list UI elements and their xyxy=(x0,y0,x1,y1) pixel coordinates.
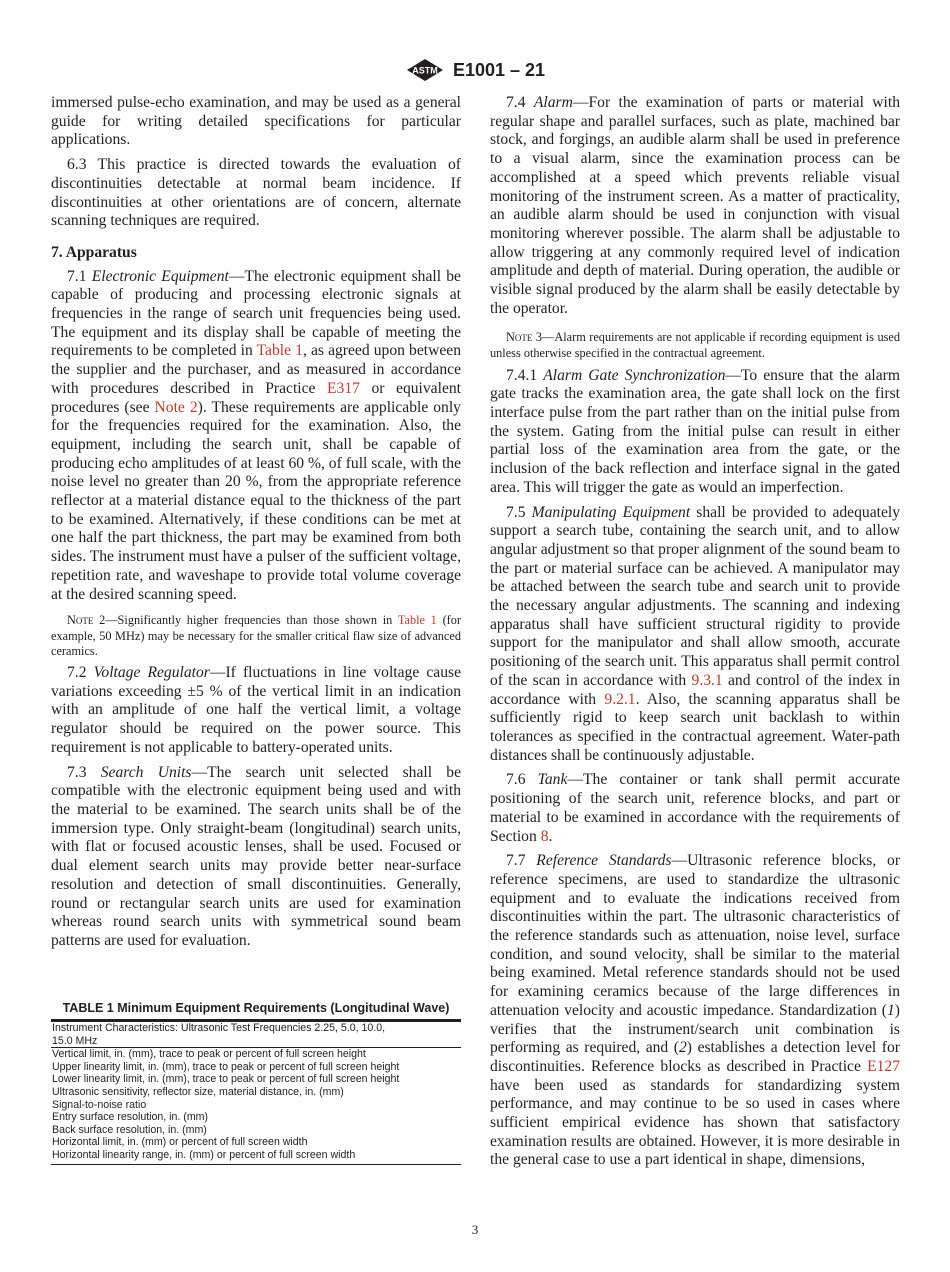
table-1-body xyxy=(51,1021,461,1165)
page-header xyxy=(0,56,950,84)
table-row xyxy=(51,1048,461,1061)
paragraph-continuation: immersed pulse-echo examination, and may be used as a general guide for writing detailed specifications for particular applications. xyxy=(51,94,461,149)
paragraph-text: —The container or tank shall permit accurate positioning of the search unit, reference blocks, and part or material to be examined in accordance with the requirements of Section xyxy=(490,771,900,845)
e127-link[interactable]: E127 xyxy=(867,1057,900,1075)
table-row xyxy=(51,1149,461,1164)
paragraph-number: 7.7 xyxy=(506,852,526,870)
paragraph-7-2 xyxy=(51,664,461,758)
paragraph-text: —If fluctuations in line voltage cause variations exceeding ±5 % of the vertical limit in an indication with an amplitude of one half the vertical limit, a voltage regulator should be required on the power source. This requirement is not applicable to battery-operated units. xyxy=(51,664,461,756)
table-cell: Horizontal linearity range, in. (mm) or percent of full screen width xyxy=(51,1149,461,1164)
page-number: 3 xyxy=(471,1222,479,1237)
paragraph-title: Voltage Regulator xyxy=(93,664,210,682)
table-row xyxy=(51,1136,461,1149)
table-row xyxy=(51,1124,461,1137)
paragraph-7-7 xyxy=(490,852,900,1170)
paragraph-text: . Also, the scanning apparatus shall be sufficiently rigid to keep search unit backlash to within tolerances as specified in the contractual agreement. Water-path distances shall be continuously adjustable. xyxy=(490,690,901,764)
note-text: 2—Significantly higher frequencies than those shown in xyxy=(93,613,398,628)
paragraph-number: 7.1 xyxy=(67,267,87,285)
paragraph-7-1 xyxy=(51,268,461,605)
table-row xyxy=(51,1061,461,1074)
paragraph-title: Manipulating Equipment xyxy=(531,503,691,521)
paragraph-7-5 xyxy=(490,504,900,766)
note-label: Note xyxy=(506,330,533,345)
paragraph-text: . xyxy=(548,827,553,845)
paragraph-number: 7.2 xyxy=(67,664,87,682)
paragraph-text: , as agreed upon between the supplier and the purchaser, and as measured in accordance with procedures described in Practice xyxy=(51,342,461,397)
paragraph-text: —Ultrasonic reference blocks, or reference specimens, are used to standardize the ultrasonic equipment and to evaluate the indications received from discontinuities within the part. The ultrasonic characteristics of the reference standards such as attenuation, noise level, surface condition, and sound velocity, shall be similar to the material being examined. Metal reference standards should not be used for examining ceramics because of the large differences in attenuation velocity and acoustic impedance. Standardization ( xyxy=(490,852,901,1019)
paragraph-title: Reference Standards xyxy=(536,852,672,870)
paragraph-title: Electronic Equipment xyxy=(91,267,229,285)
note-text: (for example, 50 MHz) may be necessary for the smaller critical flaw size of advanced ceramics. xyxy=(51,613,462,659)
paragraph-text: shall be provided to adequately support a search tube, containing the search unit, and to allow angular adjustment so that proper alignment of the sound beam to the part or material surface can be achieved. A manipulator may be attached between the search tube and search unit to provide the necessary angular adjustments. The scanning and indexing apparatus shall have sufficient structural rigidity to provide support for the manipulator and shall allow smooth, accurate positioning of the search unit. This apparatus shall permit control of the scan in accordance with xyxy=(490,503,900,689)
paragraph-text: ). These requirements are applicable only for the frequencies required for the examination. Also, the equipment, including the search unit, shall be capable of producing echo amplitudes of at least 60 %, of full scale, with the noise level no greater than 20 %, from the appropriate reference reflector at a material distance equal to the thickness of the part to be examined. Alternatively, if these conditions can be met at one half the part thickness, the part may be examined from both sides. The instrument must have a pulser of the sufficient voltage, repetition rate, and waveshape to provide total volume coverage at the desired scanning speed. xyxy=(51,398,461,603)
paragraph-text: —To ensure that the alarm gate tracks the examination area, the gate shall lock on the first interface pulse from the part rather than on the initial pulse from the system. Gating from the initial pulse can result in either partial loss of the examination area from the gate, or the inclusion of the back reflection and interface signal in the gated area. This will trigger the gate as would an imperfection. xyxy=(490,366,900,496)
paragraph-number: 7.4 xyxy=(506,94,526,111)
left-column xyxy=(51,94,462,1161)
section-9-3-1-link[interactable]: 9.3.1 xyxy=(691,671,723,689)
e317-link[interactable]: E317 xyxy=(327,379,360,397)
paragraph-number: 7.4.1 xyxy=(506,366,538,384)
table-cell: Signal-to-noise ratio xyxy=(52,1098,147,1111)
paragraph-number: 7.5 xyxy=(506,503,526,521)
table-1-caption: TABLE 1 Minimum Equipment Requirements (Longitudinal Wave) xyxy=(51,1000,461,1021)
reference-number: 1 xyxy=(887,1001,895,1019)
reference-number: 2 xyxy=(679,1039,687,1057)
table-cell: Back surface resolution, in. (mm) xyxy=(52,1123,207,1136)
paragraph-7-4-1 xyxy=(490,367,900,498)
paragraph-7-4 xyxy=(490,94,900,318)
paragraph-text: and control of the index in accordance with xyxy=(490,671,900,708)
section-9-2-1-link[interactable]: 9.2.1 xyxy=(604,690,636,708)
astm-logo-text: ASTM xyxy=(412,65,438,76)
table-row xyxy=(51,1111,461,1124)
note-text: 3—Alarm requirements are not applicable if recording equipment is used unless otherwise specified in the contractual agreement. xyxy=(490,330,900,361)
table-1-link[interactable]: Table 1 xyxy=(397,613,437,628)
table-row xyxy=(51,1099,461,1112)
paragraph-title: Alarm Gate Synchronization xyxy=(543,366,726,384)
paragraph-title: Search Units xyxy=(100,763,192,781)
section-7-heading: 7. Apparatus xyxy=(51,243,137,261)
paragraph-7-6 xyxy=(490,771,900,846)
note-2-link[interactable]: Note 2 xyxy=(154,398,198,416)
paragraph-title: Alarm xyxy=(533,94,573,111)
astm-logo-icon xyxy=(405,58,445,82)
table-cell: Upper linearity limit, in. (mm), trace to peak or percent of full screen height xyxy=(52,1060,400,1073)
paragraph-7-3 xyxy=(51,764,461,951)
document-designation: E1001 – 21 xyxy=(452,59,546,80)
table-cell: Ultrasonic sensitivity, reflector size, material distance, in. (mm) xyxy=(52,1085,344,1098)
note-3 xyxy=(490,330,900,361)
paragraph-text: have been used as standards for standardizing system performance, and may continue to be so used in cases where sufficient empirical evidence has shown that satisfactory examination results are obtained. However, it is more desirable in the general case to use a part identical in shape, dimensions, xyxy=(490,1076,900,1169)
paragraph-title: Tank xyxy=(537,771,568,789)
note-2 xyxy=(51,613,461,660)
paragraph-6-3: 6.3 This practice is directed towards the evaluation of discontinuities detectable at normal beam incidence. If discontinuities at other orientations are of concern, alternate scanning techniques are required. xyxy=(51,156,461,230)
table-cell: Vertical limit, in. (mm), trace to peak or percent of full screen height xyxy=(51,1048,461,1061)
table-cell: Instrument Characteristics: Ultrasonic Test Frequencies 2.25, 5.0, 10.0, 15.0 MHz xyxy=(51,1022,461,1048)
paragraph-text: ) verifies that the instrument/search unit combination is performing as required, and ( xyxy=(490,1001,900,1057)
table-row xyxy=(51,1022,461,1048)
section-8-link[interactable]: 8 xyxy=(540,827,549,845)
paragraph-text: —The electronic equipment shall be capable of producing and processing electronic signals at frequencies in the range of search unit frequencies being used. The equipment and its display shall be capable of meeting the requirements to be completed in xyxy=(51,267,461,360)
paragraph-text: ) establishes a detection level for discontinuities. Reference blocks as described in Practice xyxy=(490,1039,900,1075)
paragraph-number: 7.3 xyxy=(67,763,87,781)
table-cell: Entry surface resolution, in. (mm) xyxy=(52,1111,209,1124)
table-row xyxy=(51,1086,461,1099)
table-1 xyxy=(51,1000,461,1165)
paragraph-text: —For the examination of parts or material with regular shape and parallel surfaces, such as plate, machined bar stock, and forgings, an audible alarm shall be used in preference to a visual alarm, since the examination process can be accomplished at a speed which prevents reliable visual monitoring of the instrument screen. As a matter of practicality, an audible alarm should be used in conjunction with visual monitoring wherever possible. The alarm shall be adjustable to allow triggering at any commonly required level of indication amplitude and depth of material. During operation, the audible or visible signal produced by the alarm shall be easily detectable by the operator. xyxy=(490,94,900,317)
note-label: Note xyxy=(67,613,94,628)
paragraph-text: or equivalent procedures (see xyxy=(51,379,461,416)
table-1-link[interactable]: Table 1 xyxy=(256,342,303,360)
table-cell: Horizontal limit, in. (mm) or percent of full screen width xyxy=(52,1136,308,1149)
table-cell: Lower linearity limit, in. (mm), trace to peak or percent of full screen height xyxy=(52,1073,400,1086)
right-column xyxy=(490,94,900,1170)
paragraph-text: —The search unit selected shall be compatible with the electronic equipment being used and with the material to be examined. The search units shall be of the immersion type. Only straight-beam (longitudinal) search units, with flat or focused acoustic lenses, shall be used. Focused or dual element search units may provide better near-surface resolution and detection of small discontinuities. Generally, round or rectangular search units are used for examination whereas round search units with symmetrical sound beam patterns are used for evaluation. xyxy=(51,763,462,949)
paragraph-number: 7.6 xyxy=(506,771,526,789)
table-row xyxy=(51,1073,461,1086)
